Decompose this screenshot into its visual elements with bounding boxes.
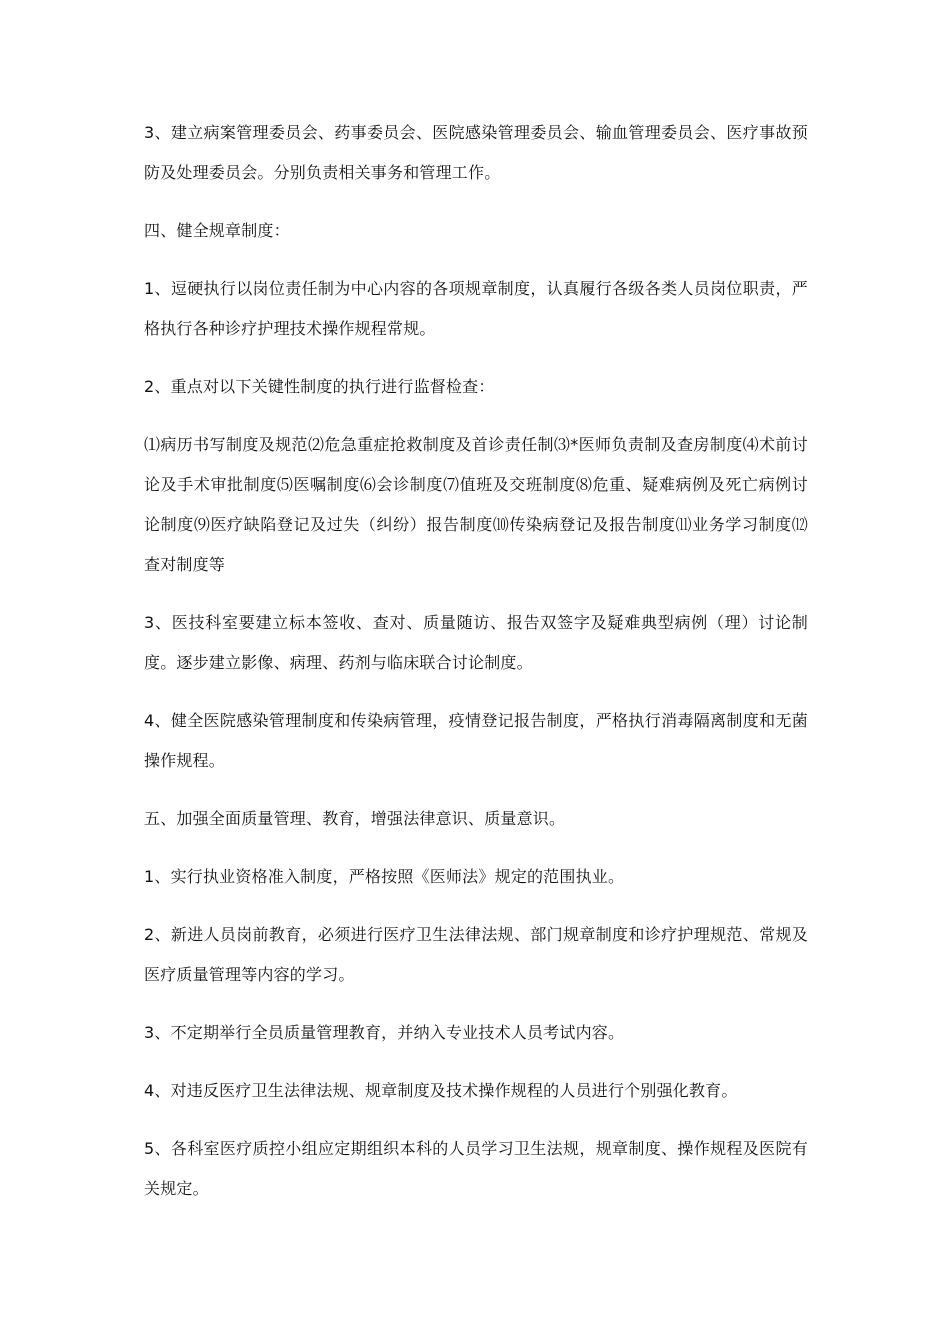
paragraph-committees: 3、建立病案管理委员会、药事委员会、医院感染管理委员会、输血管理委员会、医疗事故预防及处理委员会。分别负责相关事务和管理工作。 <box>144 123 808 182</box>
paragraph-rule-1: 1、逗硬执行以岗位责任制为中心内容的各项规章制度，认真履行各级各类人员岗位职责，严格执行各种诊疗护理技术操作规程常规。 <box>144 279 808 338</box>
paragraph-quality-3: 3、不定期举行全员质量管理教育，并纳入专业技术人员考试内容。 <box>144 1023 625 1042</box>
paragraph-quality-4: 4、对违反医疗卫生法律法规、规章制度及技术操作规程的人员进行个别强化教育。 <box>144 1081 738 1100</box>
paragraph-key-systems-list: ⑴病历书写制度及规范⑵危急重症抢救制度及首诊责任制⑶*医师负责制及查房制度⑷术前讨论及手术审批制度⑸医嘱制度⑹会诊制度⑺值班及交班制度⑻危重、疑难病例及死亡病例讨论制度⑼医疗缺陷登记及过失（纠纷）报告制度⑽传染病登记及报告制度⑾业务学习制度⑿查对制度等 <box>144 435 808 574</box>
paragraph-quality-5: 5、各科室医疗质控小组应定期组织本科的人员学习卫生法规，规章制度、操作规程及医院有关规定。 <box>144 1139 808 1198</box>
section-heading-rules: 四、健全规章制度： <box>144 221 290 240</box>
document-body <box>144 113 808 1227</box>
paragraph-rule-4: 4、健全医院感染管理制度和传染病管理，疫情登记报告制度，严格执行消毒隔离制度和无菌操作规程。 <box>144 711 808 770</box>
section-heading-quality: 五、加强全面质量管理、教育，增强法律意识、质量意识。 <box>144 809 566 828</box>
paragraph-rule-2: 2、重点对以下关键性制度的执行进行监督检查： <box>144 377 495 396</box>
paragraph-quality-2: 2、新进人员岗前教育，必须进行医疗卫生法律法规、部门规章制度和诊疗护理规范、常规及医疗质量管理等内容的学习。 <box>144 925 808 984</box>
paragraph-quality-1: 1、实行执业资格准入制度，严格按照《医师法》规定的范围执业。 <box>144 867 625 886</box>
paragraph-rule-3: 3、医技科室要建立标本签收、查对、质量随访、报告双签字及疑难典型病例（理）讨论制度。逐步建立影像、病理、药剂与临床联合讨论制度。 <box>144 613 808 672</box>
